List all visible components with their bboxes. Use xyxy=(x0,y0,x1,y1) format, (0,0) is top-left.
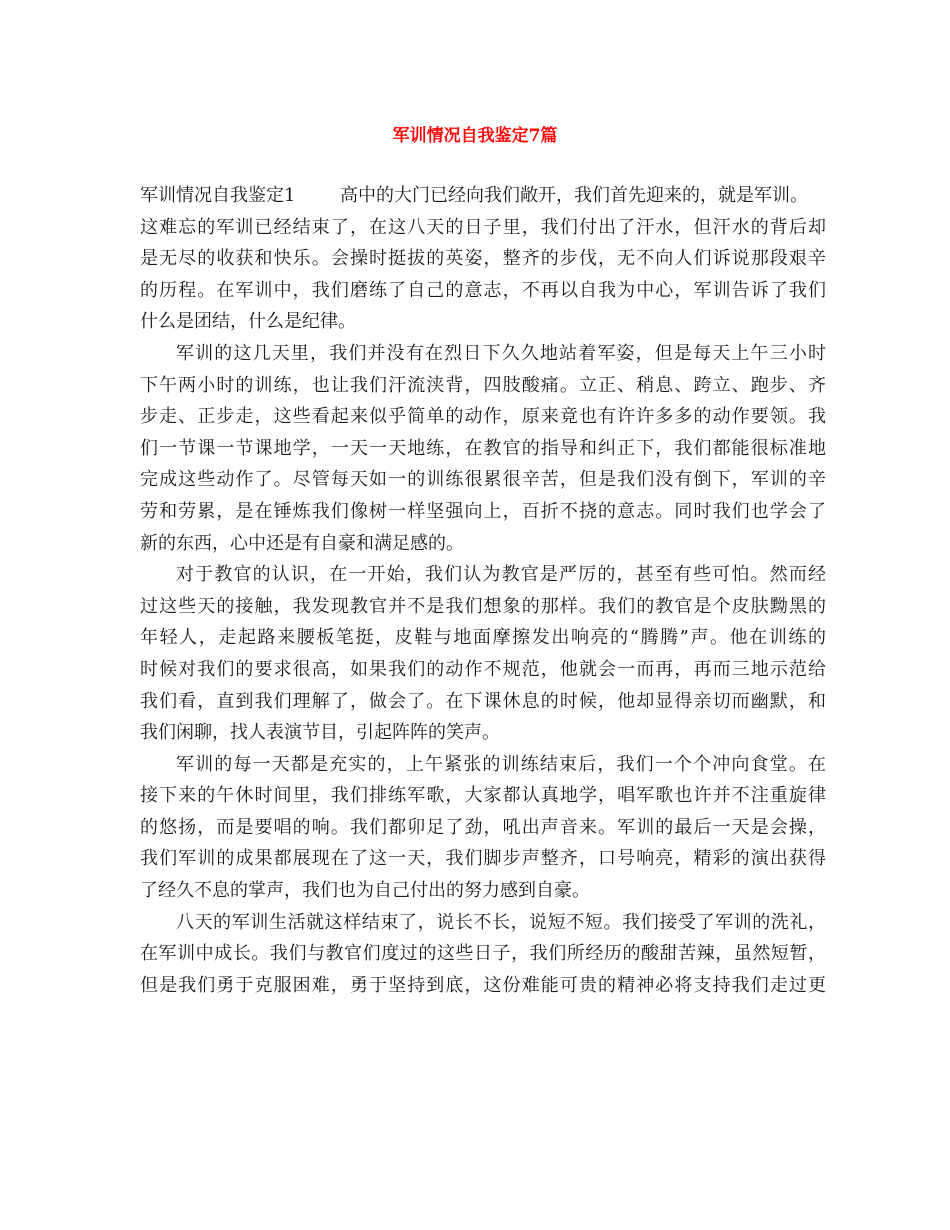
paragraph-line: 在军训中成长。我们与教官们度过的这些日子，我们所经历的酸甜苦辣，虽然短暂， xyxy=(140,943,826,965)
paragraph-line: 了经久不息的掌声，我们也为自己付出的努力感到自豪。 xyxy=(140,880,590,902)
paragraph-line: 对于教官的认识，在一开始，我们认为教官是严厉的，甚至有些可怕。然而经 xyxy=(176,564,826,586)
paragraph-line: 是无尽的收获和快乐。会操时挺拔的英姿，整齐的步伐，无不向人们诉说那段艰辛 xyxy=(140,248,826,270)
paragraph-line: 劳和劳累，是在锤炼我们像树一样坚强向上，百折不挠的意志。同时我们也学会了 xyxy=(140,500,826,522)
paragraph-line: 完成这些动作了。尽管每天如一的训练很累很辛苦，但是我们没有倒下，军训的辛 xyxy=(140,469,826,491)
paragraph-line: 八天的军训生活就这样结束了，说长不长，说短不短。我们接受了军训的洗礼， xyxy=(176,911,826,933)
paragraph-line: 过这些天的接触，我发现教官并不是我们想象的那样。我们的教官是个皮肤黝黑的 xyxy=(140,595,826,617)
paragraph-line: 的悠扬，而是要唱的响。我们都卯足了劲，吼出声音来。军训的最后一天是会操， xyxy=(140,816,826,838)
paragraph-line: 的历程。在军训中，我们磨练了自己的意志，不再以自我为中心，军训告诉了我们 xyxy=(140,279,826,301)
paragraph-line: 什么是团结，什么是纪律。 xyxy=(140,311,356,333)
paragraph-line: 们一节课一节课地学，一天一天地练，在教官的指导和纠正下，我们都能很标准地 xyxy=(140,437,826,459)
document-body xyxy=(140,180,826,1001)
paragraph-line: 但是我们勇于克服困难，勇于坚持到底，这份难能可贵的精神必将支持我们走过更 xyxy=(140,974,826,996)
section-label: 军训情况自我鉴定1 xyxy=(140,185,296,206)
paragraph-line: 高中的大门已经向我们敞开，我们首先迎来的，就是军训。 xyxy=(340,185,808,206)
document-title: 军训情况自我鉴定7篇 xyxy=(392,126,558,146)
paragraph-line: 军训的这几天里，我们并没有在烈日下久久地站着军姿，但是每天上午三小时 xyxy=(176,342,826,364)
paragraph-line: 军训的每一天都是充实的，上午紧张的训练结束后，我们一个个冲向食堂。在 xyxy=(176,753,826,775)
paragraph-line: 新的东西，心中还是有自豪和满足感的。 xyxy=(140,532,464,554)
paragraph-line: 这难忘的军训已经结束了，在这八天的日子里，我们付出了汗水，但汗水的背后却 xyxy=(140,216,826,238)
paragraph-line: 时候对我们的要求很高，如果我们的动作不规范，他就会一而再，再而三地示范给 xyxy=(140,658,826,680)
paragraph-line: 下午两小时的训练，也让我们汗流浃背，四肢酸痛。立正、稍息、跨立、跑步、齐 xyxy=(140,374,826,396)
paragraph-line: 步走、正步走，这些看起来似乎简单的动作，原来竟也有许许多多的动作要领。我 xyxy=(140,406,826,428)
paragraph-line: 我们看，直到我们理解了，做会了。在下课休息的时候，他却显得亲切而幽默，和 xyxy=(140,690,826,712)
paragraph-line: 接下来的午休时间里，我们排练军歌，大家都认真地学，唱军歌也许并不注重旋律 xyxy=(140,785,826,807)
paragraph-line: 年轻人，走起路来腰板笔挺，皮鞋与地面摩擦发出响亮的“腾腾”声。他在训练的 xyxy=(140,627,826,649)
first-line xyxy=(140,180,826,212)
paragraph-line: 我们军训的成果都展现在了这一天，我们脚步声整齐，口号响亮，精彩的演出获得 xyxy=(140,848,826,870)
paragraph-line: 我们闲聊，找人表演节目，引起阵阵的笑声。 xyxy=(140,722,500,744)
